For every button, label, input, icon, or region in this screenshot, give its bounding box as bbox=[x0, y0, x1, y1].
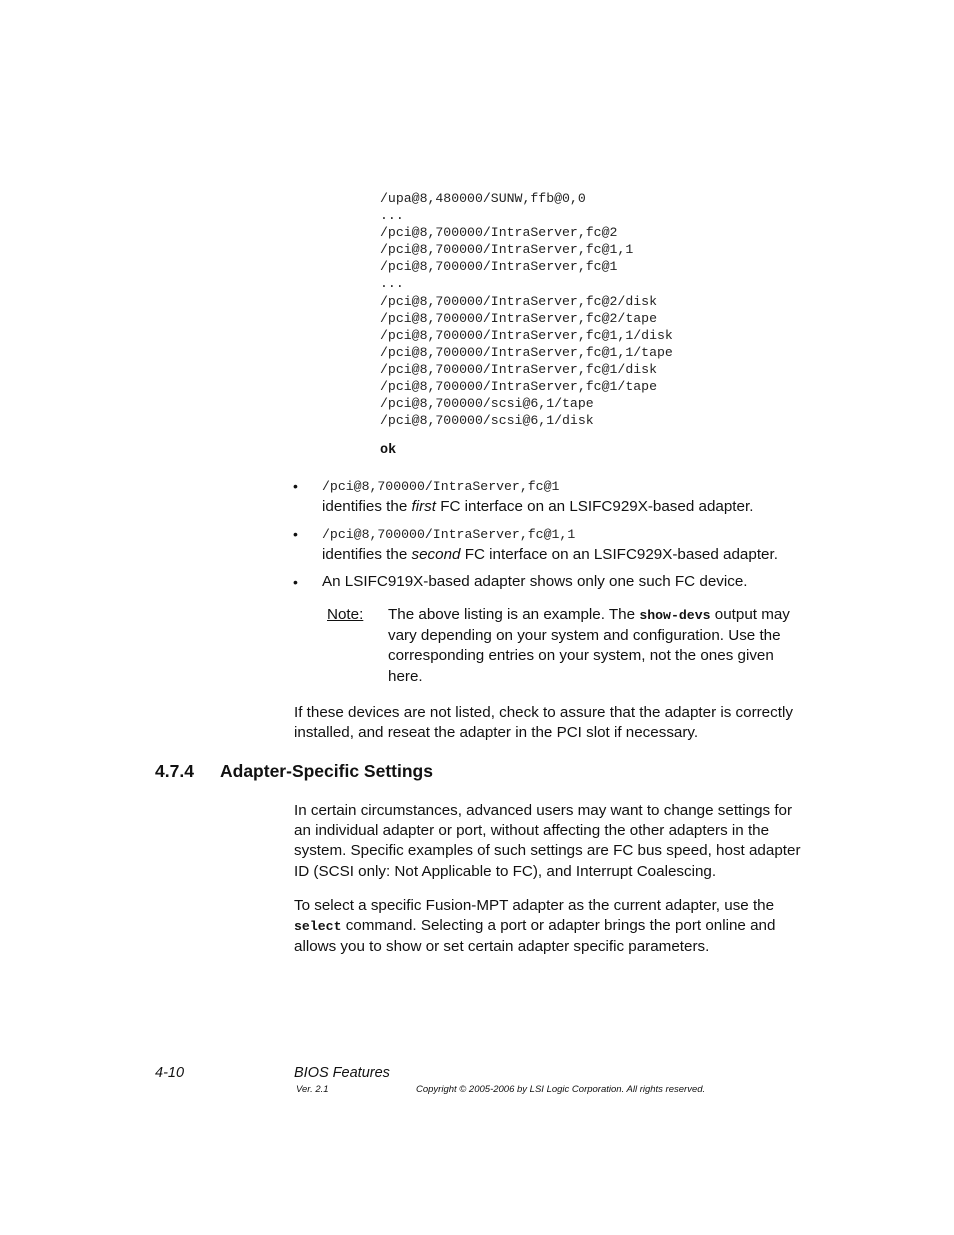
bullet-marker: • bbox=[293, 574, 298, 590]
code-listing bbox=[380, 190, 673, 429]
copyright-notice: Copyright © 2005-2006 by LSI Logic Corporation. All rights reserved. bbox=[416, 1084, 706, 1095]
footer-chapter-title: BIOS Features bbox=[294, 1065, 390, 1081]
bullet-text: FC interface on an LSIFC929X-based adapter. bbox=[460, 546, 778, 564]
code-line: ... bbox=[380, 208, 404, 224]
code-line: /pci@8,700000/IntraServer,fc@2/disk bbox=[380, 293, 657, 309]
bullet-item-3: An LSIFC919X-based adapter shows only one such FC device. bbox=[322, 573, 748, 590]
section-title: Adapter-Specific Settings bbox=[220, 761, 433, 781]
devices-paragraph: If these devices are not listed, check to assure that the adapter is correctly installed, and reseat the adapter in the PCI slot if necessary. bbox=[294, 704, 793, 742]
code-line: /pci@8,700000/IntraServer,fc@1,1 bbox=[380, 242, 634, 258]
version-label: Ver. 2.1 bbox=[296, 1084, 329, 1095]
section-number: 4.7.4 bbox=[155, 761, 194, 781]
bullet-text: FC interface on an LSIFC929X-based adapter. bbox=[435, 498, 754, 516]
code-line: /pci@8,700000/IntraServer,fc@1,1/disk bbox=[380, 327, 673, 343]
bullet-item-2 bbox=[322, 525, 778, 565]
emphasis: first bbox=[411, 498, 436, 516]
note-text-part: The above listing is an example. The bbox=[388, 606, 640, 623]
code-line: /pci@8,700000/IntraServer,fc@1/tape bbox=[380, 379, 657, 395]
bullet-text: identifies the bbox=[322, 498, 412, 516]
device-path: /pci@8,700000/IntraServer,fc@1 bbox=[322, 479, 560, 494]
code-line: /pci@8,700000/IntraServer,fc@2/tape bbox=[380, 310, 657, 326]
bullet-item-1 bbox=[322, 477, 753, 517]
code-line: /pci@8,700000/scsi@6,1/tape bbox=[380, 396, 594, 412]
paragraph-text: To select a specific Fusion-MPT adapter as the current adapter, use the bbox=[294, 897, 775, 914]
section-paragraph-1: In certain circumstances, advanced users may want to change settings for an individual adapter or port, without affecting the other adapters in the system. Specific examples of such settings are FC bus speed, host adapter ID (SCSI only: Not Applicable to FC), and Interrupt Coalescing. bbox=[294, 802, 801, 880]
code-line: /pci@8,700000/IntraServer,fc@1/disk bbox=[380, 361, 657, 377]
note-label: Note: bbox=[327, 606, 364, 623]
note-text-part: output may vary depending on your system and configuration. Use the corresponding entries on your system, not the ones given here. bbox=[388, 606, 790, 685]
note-text bbox=[388, 605, 808, 687]
paragraph-text: command. Selecting a port or adapter brings the port online and allows you to show or set certain adapter specific parameters. bbox=[294, 917, 776, 956]
command-show-devs: show-devs bbox=[639, 608, 711, 623]
emphasis: second bbox=[411, 546, 461, 564]
device-path: /pci@8,700000/IntraServer,fc@1,1 bbox=[322, 527, 576, 542]
section-paragraph-2 bbox=[294, 896, 804, 958]
code-line: /pci@8,700000/scsi@6,1/disk bbox=[380, 413, 594, 429]
code-line: /pci@8,700000/IntraServer,fc@1 bbox=[380, 259, 618, 275]
command-select: select bbox=[294, 919, 342, 935]
code-line: ... bbox=[380, 276, 404, 292]
code-line: /pci@8,700000/IntraServer,fc@1,1/tape bbox=[380, 344, 673, 360]
ok-prompt: ok bbox=[380, 443, 397, 458]
bullet-text: identifies the bbox=[322, 546, 412, 564]
bullet-marker: • bbox=[293, 478, 298, 494]
bullet-marker: • bbox=[293, 526, 298, 542]
code-line: /upa@8,480000/SUNW,ffb@0,0 bbox=[380, 191, 586, 206]
page-number: 4-10 bbox=[155, 1065, 185, 1081]
code-line: /pci@8,700000/IntraServer,fc@2 bbox=[380, 225, 618, 241]
